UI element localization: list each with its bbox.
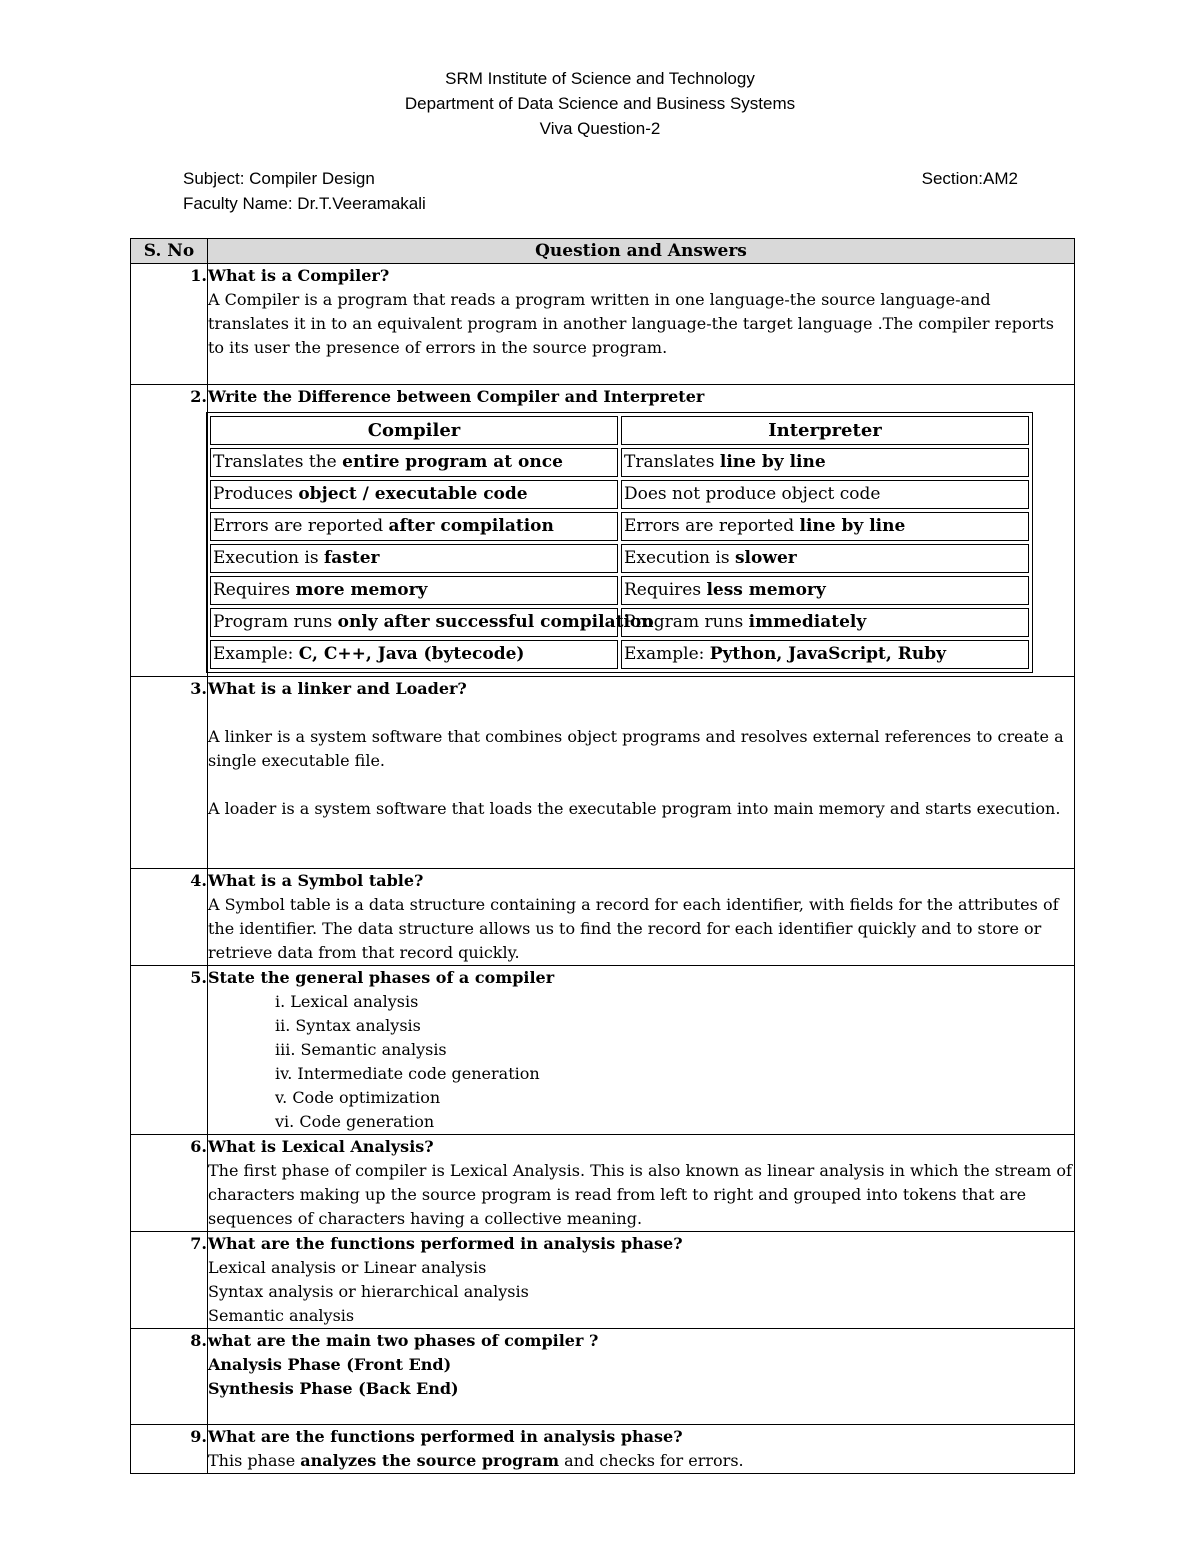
question-text: State the general phases of a compiler bbox=[208, 968, 555, 987]
answer-line: Synthesis Phase (Back End) bbox=[208, 1379, 459, 1398]
compiler-cell: Translates the entire program at once bbox=[210, 448, 618, 477]
qa-cell bbox=[208, 1425, 1075, 1474]
document-meta bbox=[183, 166, 1018, 216]
qa-cell bbox=[208, 385, 1075, 677]
col-sno-header: S. No bbox=[131, 239, 208, 264]
interpreter-cell: Translates line by line bbox=[621, 448, 1029, 477]
row-number: 7. bbox=[131, 1232, 208, 1329]
comparison-row bbox=[210, 608, 1029, 637]
answer-text: A loader is a system software that loads the executable program into main memory and starts execution. bbox=[208, 799, 1061, 818]
table-row bbox=[131, 1425, 1075, 1474]
qa-cell bbox=[208, 1135, 1075, 1232]
qa-table bbox=[130, 238, 1075, 1474]
institute-name: SRM Institute of Science and Technology bbox=[445, 69, 755, 88]
table-row bbox=[131, 677, 1075, 869]
compiler-cell: Example: C, C++, Java (bytecode) bbox=[210, 640, 618, 669]
interpreter-cell: Does not produce object code bbox=[621, 480, 1029, 509]
faculty-label: Faculty Name: Dr.T.Veeramakali bbox=[183, 194, 426, 213]
phase-item: v. Code optimization bbox=[275, 1088, 441, 1107]
question-text: Write the Difference between Compiler and Interpreter bbox=[208, 387, 705, 406]
question-text: What are the functions performed in analysis phase? bbox=[208, 1234, 683, 1253]
table-row bbox=[131, 966, 1075, 1135]
question-text: What is Lexical Analysis? bbox=[208, 1137, 434, 1156]
qa-cell bbox=[208, 264, 1075, 385]
answer-text: The first phase of compiler is Lexical Analysis. This is also known as linear analysis in which the stream of characters making up the source program is read from left to right and grouped into tokens that are sequences of characters having a collective meaning. bbox=[208, 1161, 1072, 1228]
phase-item: i. Lexical analysis bbox=[275, 992, 419, 1011]
table-row bbox=[131, 1232, 1075, 1329]
interpreter-cell: Errors are reported line by line bbox=[621, 512, 1029, 541]
table-row bbox=[131, 1135, 1075, 1232]
row-number: 6. bbox=[131, 1135, 208, 1232]
comparison-row bbox=[210, 576, 1029, 605]
row-number: 1. bbox=[131, 264, 208, 385]
comparison-row bbox=[210, 480, 1029, 509]
answer-text: A Symbol table is a data structure containing a record for each identifier, with fields for the attributes of the identifier. The data structure allows us to find the record for each identifier quickly and to store or retrieve data from that record quickly. bbox=[208, 895, 1059, 962]
qa-cell bbox=[208, 1329, 1075, 1425]
comparison-table bbox=[206, 412, 1033, 673]
compiler-cell: Requires more memory bbox=[210, 576, 618, 605]
document-title: Viva Question-2 bbox=[539, 119, 661, 138]
answer-line: Syntax analysis or hierarchical analysis bbox=[208, 1282, 529, 1301]
col-qa-header: Question and Answers bbox=[208, 239, 1075, 264]
question-text: What is a Symbol table? bbox=[208, 871, 424, 890]
interpreter-cell: Example: Python, JavaScript, Ruby bbox=[621, 640, 1029, 669]
comparison-row bbox=[210, 512, 1029, 541]
interpreter-cell: Execution is slower bbox=[621, 544, 1029, 573]
document-header bbox=[0, 66, 1200, 141]
answer-text: This phase analyzes the source program and checks for errors. bbox=[208, 1451, 744, 1470]
compiler-cell: Execution is faster bbox=[210, 544, 618, 573]
answer-line: Analysis Phase (Front End) bbox=[208, 1355, 452, 1374]
row-number: 2. bbox=[131, 385, 208, 677]
answer-line: Lexical analysis or Linear analysis bbox=[208, 1258, 487, 1277]
row-number: 4. bbox=[131, 869, 208, 966]
qa-cell bbox=[208, 869, 1075, 966]
phase-item: ii. Syntax analysis bbox=[275, 1016, 421, 1035]
compiler-cell: Produces object / executable code bbox=[210, 480, 618, 509]
qa-cell bbox=[208, 966, 1075, 1135]
compiler-cell: Program runs only after successful compilation bbox=[210, 608, 618, 637]
question-text: what are the main two phases of compiler ? bbox=[208, 1331, 599, 1350]
row-number: 5. bbox=[131, 966, 208, 1135]
table-header-row bbox=[131, 239, 1075, 264]
answer-text: A Compiler is a program that reads a program written in one language-the source language-and translates it in to an equivalent program in another language-the target language .The compiler reports to its user the presence of errors in the source program. bbox=[208, 290, 1054, 357]
table-row bbox=[131, 1329, 1075, 1425]
department-name: Department of Data Science and Business Systems bbox=[404, 94, 796, 113]
qa-cell bbox=[208, 1232, 1075, 1329]
comparison-row bbox=[210, 640, 1029, 669]
qa-cell bbox=[208, 677, 1075, 869]
comparison-row bbox=[210, 544, 1029, 573]
answer-text: A linker is a system software that combines object programs and resolves external references to create a single executable file. bbox=[208, 727, 1064, 770]
question-text: What are the functions performed in analysis phase? bbox=[208, 1427, 683, 1446]
phase-item: iv. Intermediate code generation bbox=[275, 1064, 540, 1083]
comparison-header-row bbox=[210, 416, 1029, 445]
table-row bbox=[131, 385, 1075, 677]
interpreter-cell: Requires less memory bbox=[621, 576, 1029, 605]
question-text: What is a linker and Loader? bbox=[208, 679, 467, 698]
table-row bbox=[131, 264, 1075, 385]
subject-label: Subject: Compiler Design bbox=[183, 169, 375, 188]
row-number: 3. bbox=[131, 677, 208, 869]
interpreter-cell: Program runs immediately bbox=[621, 608, 1029, 637]
phase-item: vi. Code generation bbox=[275, 1112, 435, 1131]
table-row bbox=[131, 869, 1075, 966]
interpreter-header: Interpreter bbox=[621, 416, 1029, 445]
compiler-cell: Errors are reported after compilation bbox=[210, 512, 618, 541]
phase-item: iii. Semantic analysis bbox=[275, 1040, 447, 1059]
compiler-header: Compiler bbox=[210, 416, 618, 445]
section-label: Section:AM2 bbox=[921, 169, 1018, 188]
row-number: 9. bbox=[131, 1425, 208, 1474]
question-text: What is a Compiler? bbox=[208, 266, 390, 285]
comparison-row bbox=[210, 448, 1029, 477]
answer-line: Semantic analysis bbox=[208, 1306, 355, 1325]
row-number: 8. bbox=[131, 1329, 208, 1425]
